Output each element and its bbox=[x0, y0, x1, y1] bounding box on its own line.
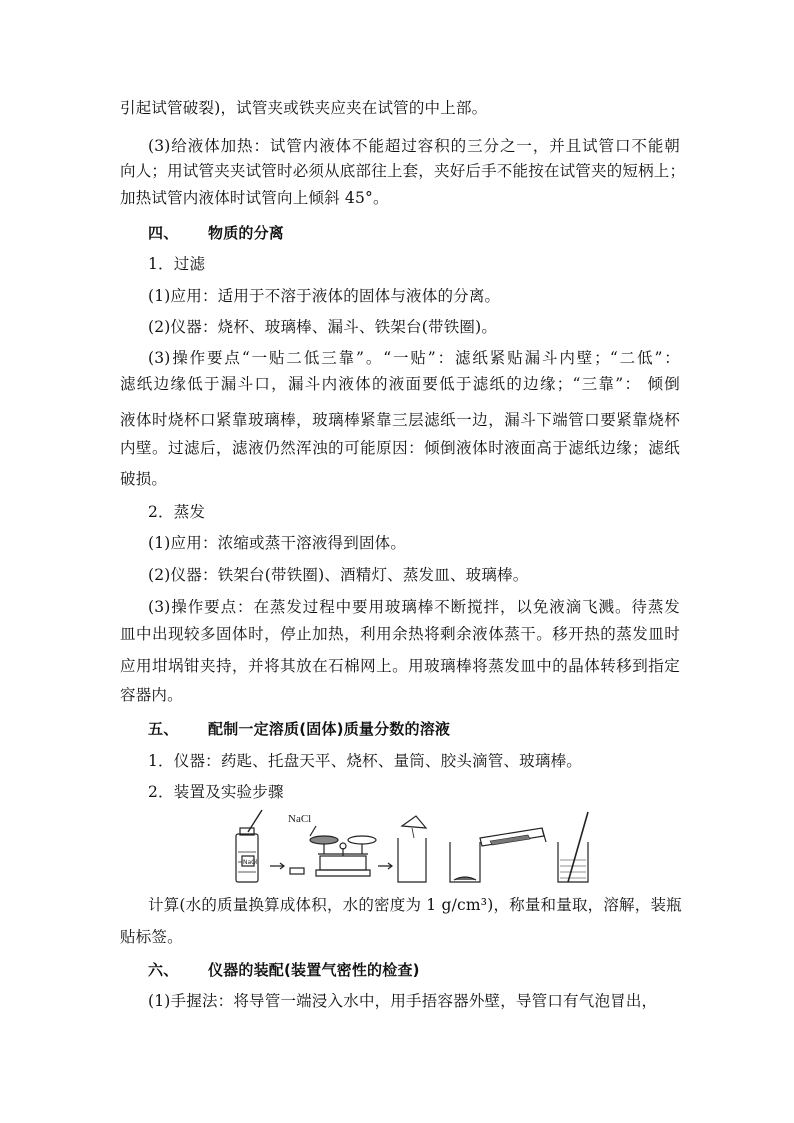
beaker-icon bbox=[398, 816, 426, 882]
section-number: 五、 bbox=[148, 720, 179, 738]
experiment-diagram bbox=[228, 808, 608, 886]
text-line: 1．仪器：药匙、托盘天平、烧杯、量筒、胶头滴管、玻璃棒。 bbox=[148, 752, 582, 770]
graduated-cylinder-icon bbox=[480, 828, 546, 846]
text-line: 皿中出现较多固体时，停止加热，利用余热将剩余液体蒸干。移开热的蒸发皿时 bbox=[120, 625, 680, 643]
section-number: 六、 bbox=[148, 961, 179, 979]
text-line: 加热试管内液体时试管向上倾斜 45°。 bbox=[120, 189, 389, 207]
arrow-icon bbox=[378, 863, 392, 869]
text-line: (3)操作要点“一贴二低三靠”。“一贴”：滤纸紧贴漏斗内壁；“二低”： bbox=[148, 349, 680, 367]
arrow-icon bbox=[270, 863, 284, 869]
beaker-stirring-icon bbox=[558, 812, 588, 882]
text-line: 向人；用试管夹夹试管时必须从底部往上套，夹好后手不能按在试管夹的短柄上； bbox=[120, 162, 686, 180]
text-line: 引起试管破裂)，试管夹或铁夹应夹在试管的中上部。 bbox=[120, 99, 488, 117]
text-line: 1．过滤 bbox=[148, 255, 206, 273]
section-title: 配制一定溶质(固体)质量分数的溶液 bbox=[208, 720, 451, 738]
bottle-label: NaCl bbox=[243, 859, 258, 866]
text-line: 贴标签。 bbox=[120, 928, 183, 946]
text-line: 容器内。 bbox=[120, 686, 183, 704]
section-heading bbox=[148, 960, 708, 980]
text-line: 滤纸边缘低于漏斗口，漏斗内液体的液面要低于滤纸的边缘；“三靠”： 倾倒 bbox=[120, 375, 680, 393]
text-line: 2．装置及实验步骤 bbox=[148, 783, 284, 801]
nacl-label: NaCl bbox=[288, 813, 312, 825]
beaker-with-solid-icon bbox=[450, 842, 480, 882]
text-line: (1)手握法：将导管一端浸入水中，用手捂容器外壁，导管口有气泡冒出， bbox=[148, 992, 658, 1010]
balance-icon bbox=[288, 813, 376, 876]
section-number: 四、 bbox=[148, 224, 179, 242]
section-heading bbox=[148, 223, 708, 243]
text-line: (2)仪器：铁架台(带铁圈)、酒精灯、蒸发皿、玻璃棒。 bbox=[148, 566, 529, 584]
text-line: 液体时烧杯口紧靠玻璃棒，玻璃棒紧靠三层滤纸一边，漏斗下端管口要紧靠烧杯 bbox=[120, 411, 680, 429]
reagent-bottle-icon bbox=[236, 810, 262, 882]
section-heading bbox=[148, 719, 708, 739]
section-title: 仪器的装配(装置气密性的检查) bbox=[208, 961, 420, 979]
text-line: 应用坩埚钳夹持，并将其放在石棉网上。用玻璃棒将蒸发皿中的晶体转移到指定 bbox=[120, 657, 680, 675]
text-line: 计算(水的质量换算成体积，水的密度为 1 g/cm³)，称量和量取，溶解，装瓶 bbox=[148, 896, 682, 914]
text-line: (3)操作要点：在蒸发过程中要用玻璃棒不断搅拌，以免液滴飞溅。待蒸发 bbox=[148, 598, 680, 616]
text-line: (3)给液体加热：试管内液体不能超过容积的三分之一，并且试管口不能朝 bbox=[148, 137, 680, 155]
text-line: (1)应用：适用于不溶于液体的固体与液体的分离。 bbox=[148, 287, 501, 305]
text-line: (1)应用：浓缩或蒸干溶液得到固体。 bbox=[148, 534, 407, 552]
text-line: 2．蒸发 bbox=[148, 503, 206, 521]
text-line: 破损。 bbox=[120, 470, 168, 488]
weighing-paper-icon bbox=[290, 868, 304, 874]
section-title: 物质的分离 bbox=[208, 224, 285, 242]
text-line: (2)仪器：烧杯、玻璃棒、漏斗、铁架台(带铁圈)。 bbox=[148, 318, 498, 336]
text-line: 内壁。过滤后，滤液仍然浑浊的可能原因：倾倒液体时液面高于滤纸边缘；滤纸 bbox=[120, 439, 680, 457]
